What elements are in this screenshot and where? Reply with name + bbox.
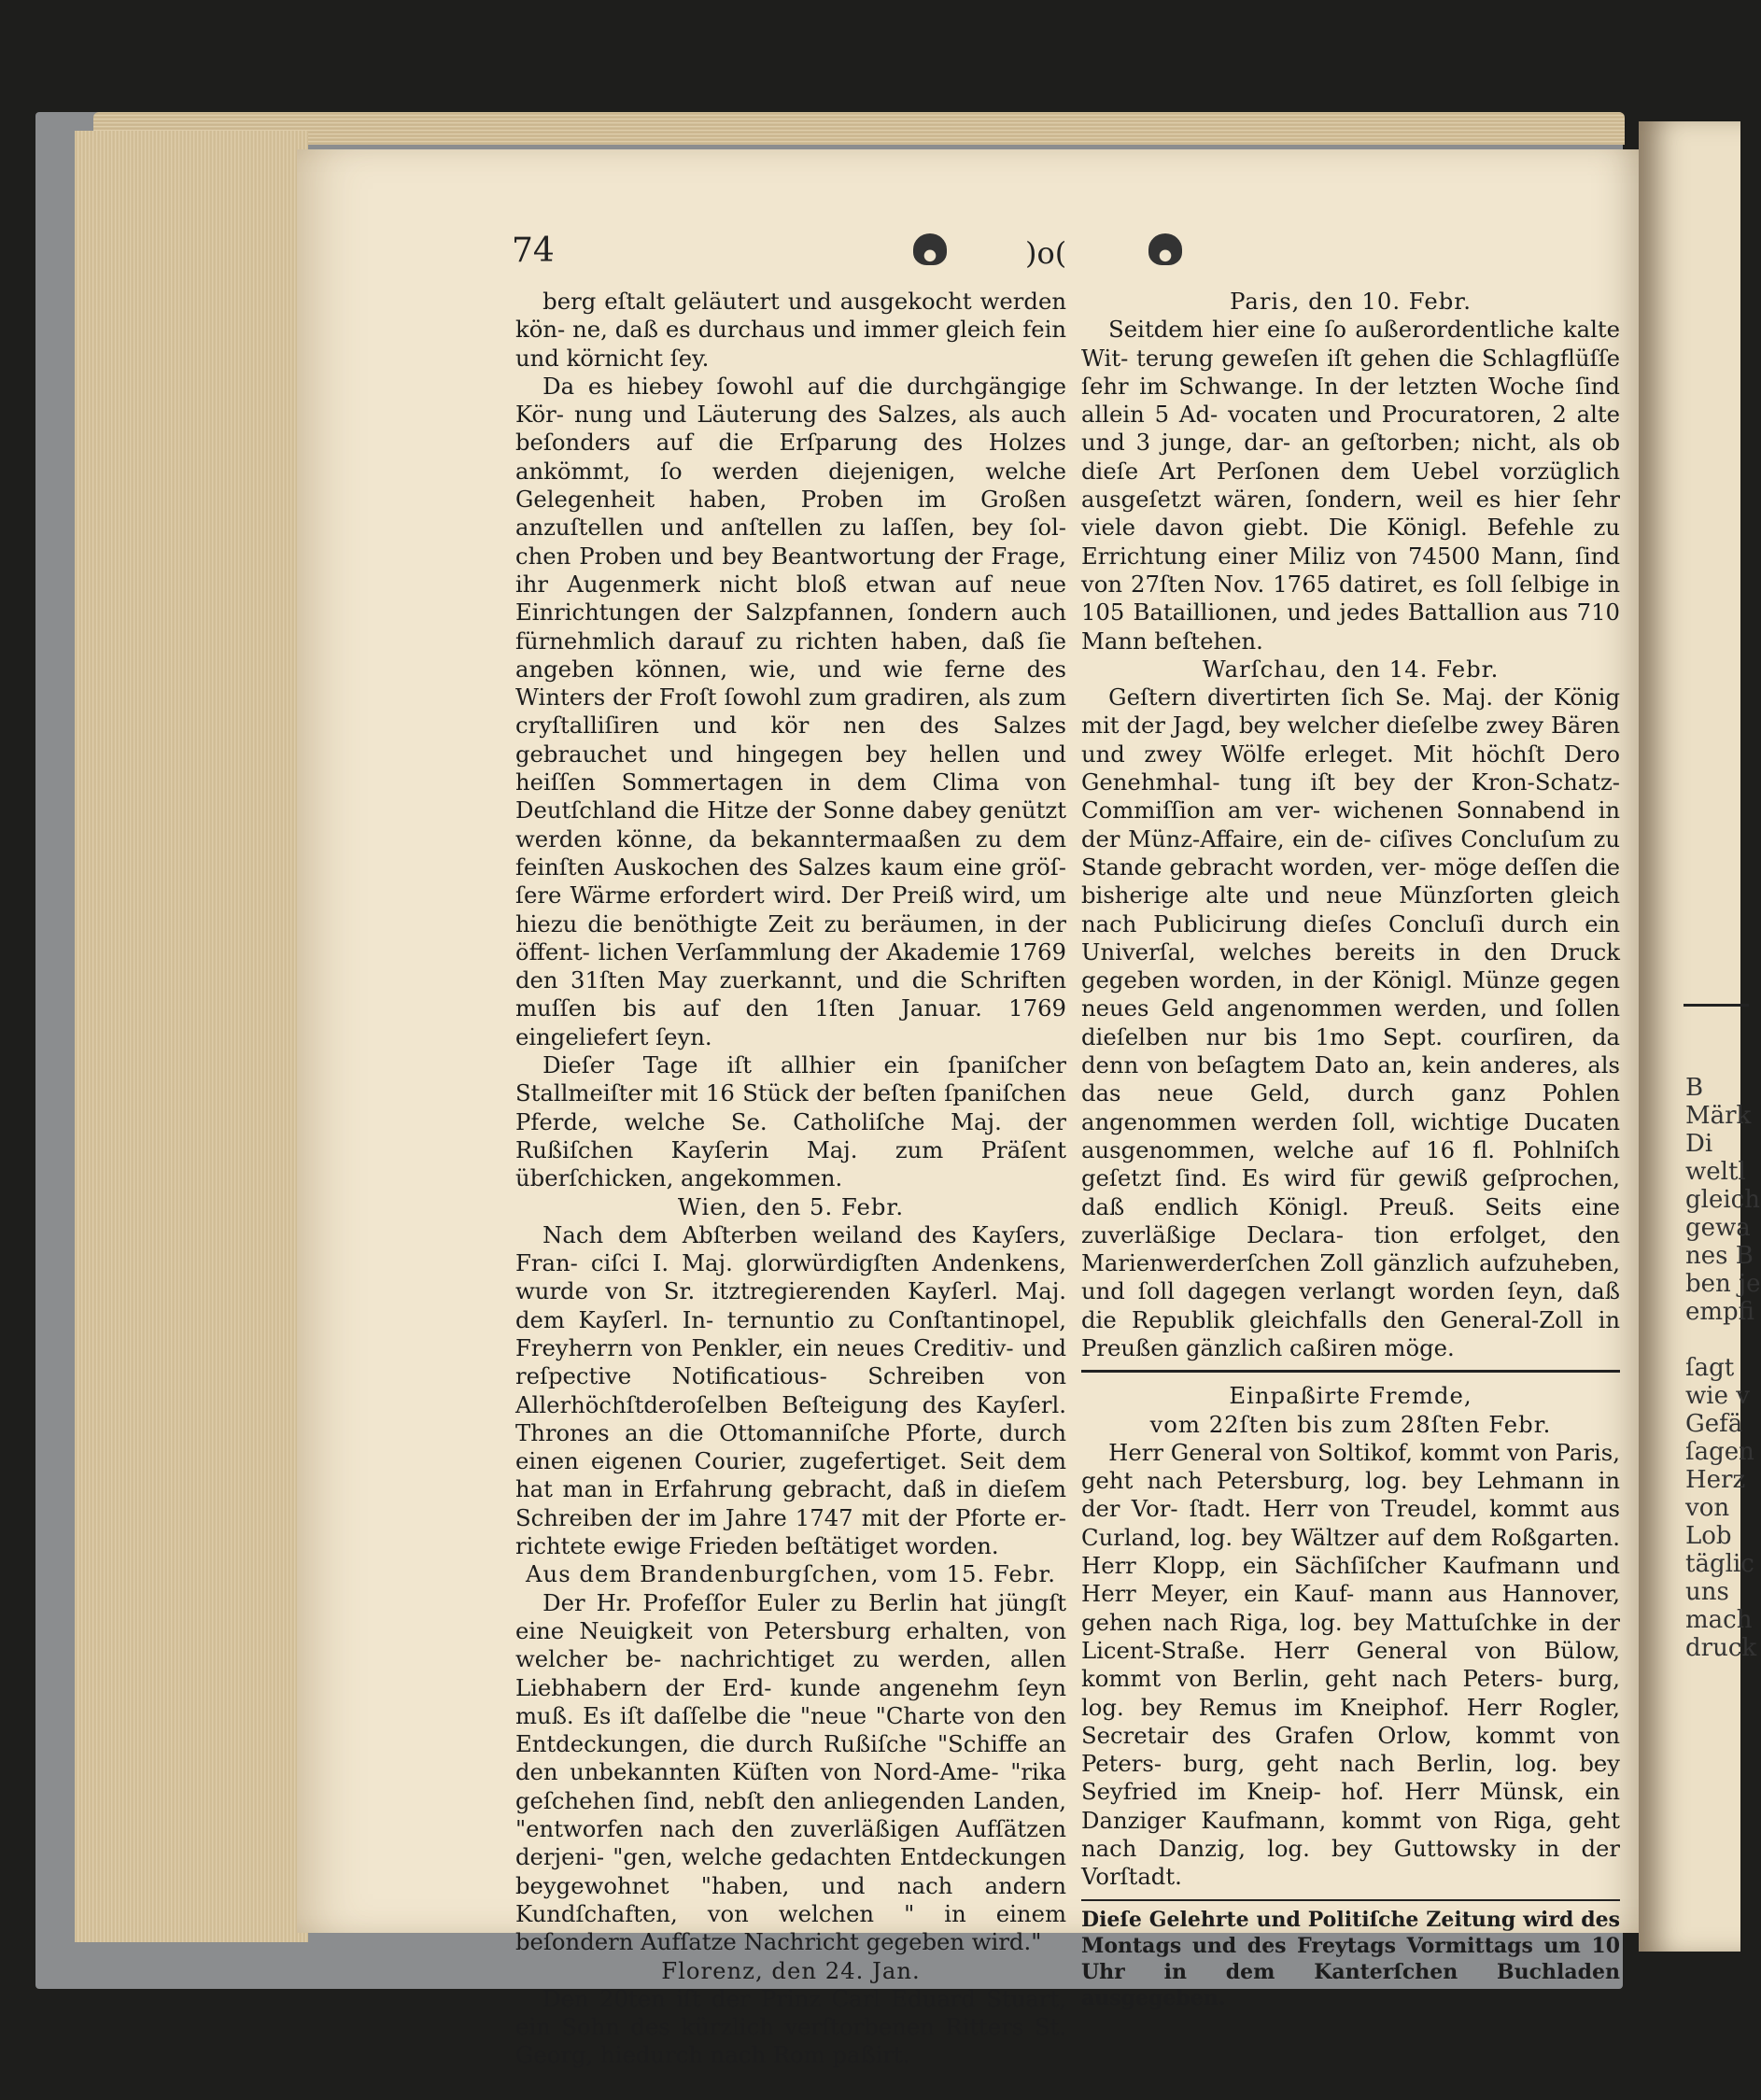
next-page-text: Lob	[1685, 1522, 1732, 1550]
shell-ornament-icon	[1148, 233, 1182, 265]
next-page-rule	[1684, 1004, 1749, 1007]
next-page-text: mach	[1685, 1606, 1753, 1634]
article-paragraph: Den 20ten iſt der Prinz Carl Eduard Stuart, ein Sohn des kürzlich verſtorbenen Ritters St. Georg, hiedurch nach Rom paßirt.	[515, 1984, 1066, 2069]
shell-ornament-icon	[913, 233, 947, 265]
article-paragraph: Da es hiebey ſowohl auf die durchgängige Kör- nung und Läuterung des Salzes, als auch beſonders auf die Erſparung des Holzes ankömmt, ſo werden diejenigen, welche Gelegenheit haben, Proben im Großen anzuſtellen und anſtellen zu laſſen, bey ſol- chen Proben und bey Beantwortung der Frage, ihr Augenmerk nicht bloß etwan auf neue Einrichtungen der Salzpfannen, ſondern auch fürnehmlich darauf zu richten haben, daß ſie angeben können, wie, und wie ferne des Winters der Froſt ſowohl zum gradiren, als zum cryſtalliſiren und kör nen des Salzes gebrauchet und hingegen bey hellen und heiſſen Sommertagen in dem Clima von Deutſchland die Hitze der Sonne dabey genützt werden könne, da bekanntermaaßen zu dem feinſten Auskochen des Salzes kaum eine gröſ- ſere Wärme erfordert wird. Der Preiß wird, um hiezu die benöthigte Zeit zu beräumen, in der öffent- lichen Verſammlung der Akademie 1769 den 31ſten May zuerkannt, und die Schriften muſſen bis auf den 1ſten Januar. 1769 eingeliefert ſeyn.	[515, 372, 1066, 1050]
article-paragraph: Nach dem Abſterben weiland des Kayſers, Fran- ciſci I. Maj. glorwürdigſten Andenkens, wurde von Sr. itztregierenden Kayſerl. Maj. dem Kayſerl. In- ternuntio zu Conſtantinopel, Freyherrn von Penkler, ein neues Creditiv- und reſpective Notificatious- Schreiben von Allerhöchſtderoſelben Beſteigung des Kayſerl. Thrones an die Ottomanniſche Pforte, durch einen eigenen Courier, zugefertiget. Seit dem hat man in Erfahrung gebracht, daß in dieſem Schreiben der im Jahre 1747 mit der Pforte er- richtete ewige Frieden beſtätiget worden.	[515, 1220, 1066, 1560]
page-edges-top	[93, 112, 1625, 145]
next-page-text: nes B	[1685, 1242, 1754, 1270]
footer-rule	[1081, 1899, 1620, 1901]
page-header	[297, 232, 1604, 278]
next-page-text: gewa	[1685, 1214, 1751, 1242]
article-paragraph: berg eſtalt geläutert und ausgekocht werden kön- ne, daß es durchaus und immer gleich fein und körnicht ſey.	[515, 288, 1066, 372]
next-page-text: täglic	[1685, 1550, 1754, 1578]
next-page-text: Di	[1685, 1130, 1713, 1158]
next-page-text: uns	[1685, 1578, 1729, 1606]
next-page-text: ſagt	[1685, 1354, 1735, 1382]
article-heading: Wien, den 5. Febr.	[677, 1192, 905, 1220]
next-page-text: empfi	[1685, 1298, 1755, 1326]
article-paragraph: Seitdem hier eine ſo außerordentliche kalte Wit- terung geweſen iſt gehen die Schlagflüſſe ſehr im Schwange. In der letzten Woche ſind allein 5 Ad- vocaten und Procuratoren, 2 alte und 3 junge, dar- an geſtorben; nicht, als ob dieſe Art Perſonen dem Uebel vorzüglich ausgeſetzt wären, ſondern, weil es hier ſehr viele davon giebt. Die Königl. Befehle zu Errichtung einer Miliz von 74500 Mann, ſind von 27ſten Nov. 1765 datiret, es ſoll ſelbige in 105 Bataillionen, und jedes Battallion aus 710 Mann beſtehen.	[1081, 316, 1620, 655]
next-page-text: Märk	[1685, 1102, 1752, 1130]
article-paragraph: Der Hr. Profeſſor Euler zu Berlin hat jüngſt eine Neuigkeit von Petersburg erhalten, von welcher be- nachrichtiget zu werden, allen Liebhabern der Erd- kunde angenehm ſeyn muß. Es iſt daſſelbe die "neue "Charte von den Entdeckungen, die durch Rußiſche "Schiffe an den unbekannten Küſten von Nord-Ame- "rika geſchehen ſind, nebſt den anliegenden Landen, "entworfen nach den zuverläßigen Aufſätzen derjeni- "gen, welche gedachten Entdeckungen beygewohnet "haben, und nach andern Kundſchaften, von welchen " in einem beſondern Aufſatze Nachricht gegeben wird."	[515, 1588, 1066, 1956]
article-heading: Warſchau, den 14. Febr.	[1202, 655, 1500, 683]
imprint-note: Dieſe Gelehrte und Politiſche Zeitung wird des Montags und des Freytags Vormittags um 10 Uhr in dem Kanterſchen Buchladen ausgegeben.	[1081, 1907, 1620, 2010]
page-edges-left	[75, 131, 308, 1942]
right-column	[1081, 288, 1620, 2011]
article-heading: Aus dem Brandenburgſchen, vom 15. Febr.	[526, 1560, 1056, 1588]
next-page-text: Gefä	[1685, 1410, 1743, 1438]
next-page-text: weltl	[1685, 1158, 1746, 1186]
article-paragraph: Herr General von Soltikof, kommt von Paris, geht nach Petersburg, log. bey Lehmann in der Vor- ſtadt. Herr von Treudel, kommt aus Curland, log. bey Wältzer auf dem Roßgarten. Herr Klopp, ein Sächſiſcher Kaufmann und Herr Meyer, ein Kauf- mann aus Hannover, gehen nach Riga, log. bey Mattuſchke in der Licent-Straße. Herr General von Bülow, kommt von Berlin, geht nach Peters- burg, log. bey Remus im Kneiphof. Herr Rogler, Secretair des Grafen Orlow, kommt von Peters- burg, geht nach Berlin, log. bey Seyfried im Kneip- hof. Herr Münsk, ein Danziger Kaufmann, kommt von Riga, geht nach Danzig, log. bey Guttowsky in der Vorſtadt.	[1081, 1438, 1620, 1891]
article-heading: Florenz, den 24. Jan.	[661, 1956, 921, 1984]
page-number: 74	[512, 232, 555, 270]
next-page-text: ben je	[1685, 1270, 1761, 1298]
article-heading: Paris, den 10. Febr.	[1230, 288, 1472, 315]
header-ornament: )o(	[1025, 235, 1067, 271]
article-heading: vom 22ſten bis zum 28ſten Febr.	[1149, 1410, 1552, 1438]
article-paragraph: Geſtern divertirten ſich Se. Maj. der König mit der Jagd, bey welcher dieſelbe zwey Bären und zwey Wölfe erleget. Mit höchſt Dero Genehmhal- tung iſt bey der Kron-Schatz-Commiſſion am ver- wichenen Sonnabend in der Münz-Affaire, ein de- ciſives Concluſum zu Stande gebracht worden, ver- möge deſſen die bisherige alte und neue Münzſorten gleich nach Publicirung dieſes Concluſi durch ein Univerſal, welches bereits in den Druck gegeben worden, in der Königl. Münze gegen neues Geld angenommen werden, und ſollen dieſelben nur bis 1mo Sept. courſiren, da denn von beſagtem Dato an, kein anderes, als das neue Geld, durch ganz Pohlen angenommen werden ſoll, wichtige Ducaten ausgenommen, welche auf 16 fl. Pohlniſch geſetzt ſind. Es wird für gewiß geſprochen, daß endlich Königl. Preuß. Seits eine zuverläßige Declara- tion erfolget, den Marienwerderſchen Zoll gänzlich aufzuheben, und ſoll dagegen verlangt worden ſeyn, daß die Republik gleichfalls den General-Zoll in Preußen gänzlich caßiren möge.	[1081, 684, 1620, 1361]
next-page-fragment	[1639, 121, 1761, 1952]
next-page-text: druck	[1685, 1634, 1757, 1662]
next-page-text: ſagen	[1685, 1438, 1754, 1466]
section-rule	[1081, 1370, 1620, 1373]
next-page-text: B	[1685, 1074, 1704, 1102]
next-page-text: von	[1685, 1494, 1730, 1522]
next-page-text: Herz	[1685, 1466, 1746, 1494]
left-column	[515, 288, 1066, 2070]
article-heading: Einpaßirte Fremde,	[1229, 1382, 1472, 1410]
next-page-text: gleich	[1685, 1186, 1760, 1214]
next-page-text: wie v	[1685, 1382, 1750, 1410]
article-paragraph: Dieſer Tage iſt allhier ein ſpaniſcher Stallmeiſter mit 16 Stück der beſten ſpaniſchen Pferde, welche Se. Catholiſche Maj. der Rußiſchen Kayſerin Maj. zum Präſent überſchicken, angekommen.	[515, 1051, 1066, 1192]
